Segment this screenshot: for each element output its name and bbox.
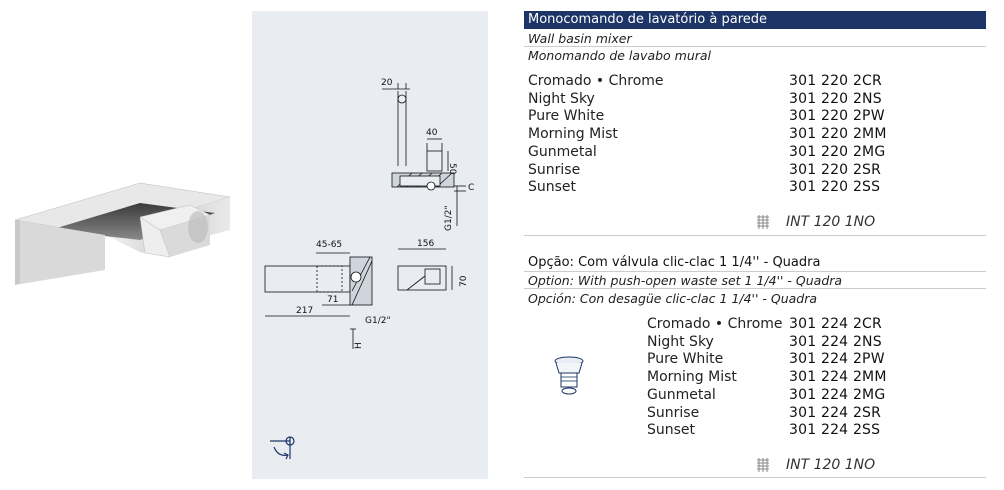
finish-code: 301 220 2MM (789, 126, 887, 143)
option-finish-code: 301 224 2SR (789, 404, 882, 421)
finish-name: Sunset (528, 179, 577, 196)
finish-name: Sunrise (528, 161, 581, 178)
push-open-waste-icon (553, 355, 585, 397)
finish-name: Night Sky (528, 90, 595, 107)
option-finish-list (647, 316, 977, 440)
option-finish-name: Pure White (647, 351, 724, 368)
option-subtitle-es: Opción: Con desagüe clic-clac 1 1/4'' - Quadra (528, 291, 818, 306)
dim-g-half: G1/2" (444, 205, 454, 231)
internal-code: INT 120 1NO (786, 214, 876, 230)
finish-name: Gunmetal (528, 143, 597, 160)
option-finish-name: Sunset (647, 422, 696, 439)
finish-code: 301 220 2CR (789, 73, 882, 89)
option-title: Opção: Com válvula clic-clac 1 1/4'' - Quadra (528, 255, 821, 270)
divider (524, 271, 986, 272)
side-view (382, 83, 466, 226)
finish-code: 301 220 2SR (789, 161, 882, 178)
divider (524, 235, 986, 236)
grid-icon (756, 458, 770, 472)
finish-name: Morning Mist (528, 126, 618, 143)
option-finish-code: 301 224 2SS (789, 422, 881, 439)
option-finish-name: Gunmetal (647, 386, 716, 403)
dim-45-65: 45-65 (316, 240, 343, 250)
finish-code: 301 220 2MG (789, 143, 886, 160)
option-finish-name: Night Sky (647, 333, 714, 350)
technical-drawing (252, 11, 488, 479)
dim-217: 217 (296, 306, 314, 316)
dim-40: 40 (426, 128, 438, 138)
option-subtitle-en: Option: With push-open waste set 1 1/4'' - Quadra (528, 273, 843, 288)
subtitle-es: Monomando de lavabo mural (528, 48, 712, 63)
option-finish-name: Morning Mist (647, 369, 737, 386)
dim-g-half-b: G1/2" (365, 316, 391, 326)
dim-c: C (468, 183, 475, 193)
option-finish-code: 301 224 2MG (789, 386, 886, 403)
option-finish-name: Cromado • Chrome (647, 316, 783, 332)
finish-code: 301 220 2NS (789, 90, 882, 107)
dim-156: 156 (417, 239, 435, 249)
divider (524, 288, 986, 289)
option-finish-code: 301 224 2NS (789, 333, 882, 350)
page-title: Monocomando de lavatório à parede (524, 11, 986, 29)
dim-h: H (354, 342, 364, 349)
dim-20: 20 (381, 78, 393, 88)
option-internal-code-row (756, 457, 875, 473)
option-finish-code: 301 224 2PW (789, 351, 885, 368)
option-finish-name: Sunrise (647, 404, 700, 421)
finish-code: 301 220 2SS (789, 179, 881, 196)
dim-50: 50 (447, 163, 457, 175)
dim-71: 71 (327, 295, 339, 305)
product-photo (10, 175, 240, 295)
subtitle-en: Wall basin mixer (528, 31, 632, 46)
finish-list (528, 73, 968, 197)
internal-code-row (756, 214, 875, 230)
finish-name: Pure White (528, 108, 605, 125)
grid-icon (756, 215, 770, 229)
finish-code: 301 220 2PW (789, 108, 885, 125)
wall-mount-icon (270, 437, 294, 459)
divider (524, 46, 986, 47)
option-finish-code: 301 224 2MM (789, 369, 887, 386)
dim-70: 70 (459, 275, 469, 287)
option-internal-code: INT 120 1NO (786, 457, 876, 473)
option-finish-code: 301 224 2CR (789, 316, 882, 332)
divider (524, 477, 986, 478)
front-view (265, 249, 452, 349)
finish-name: Cromado • Chrome (528, 73, 664, 89)
